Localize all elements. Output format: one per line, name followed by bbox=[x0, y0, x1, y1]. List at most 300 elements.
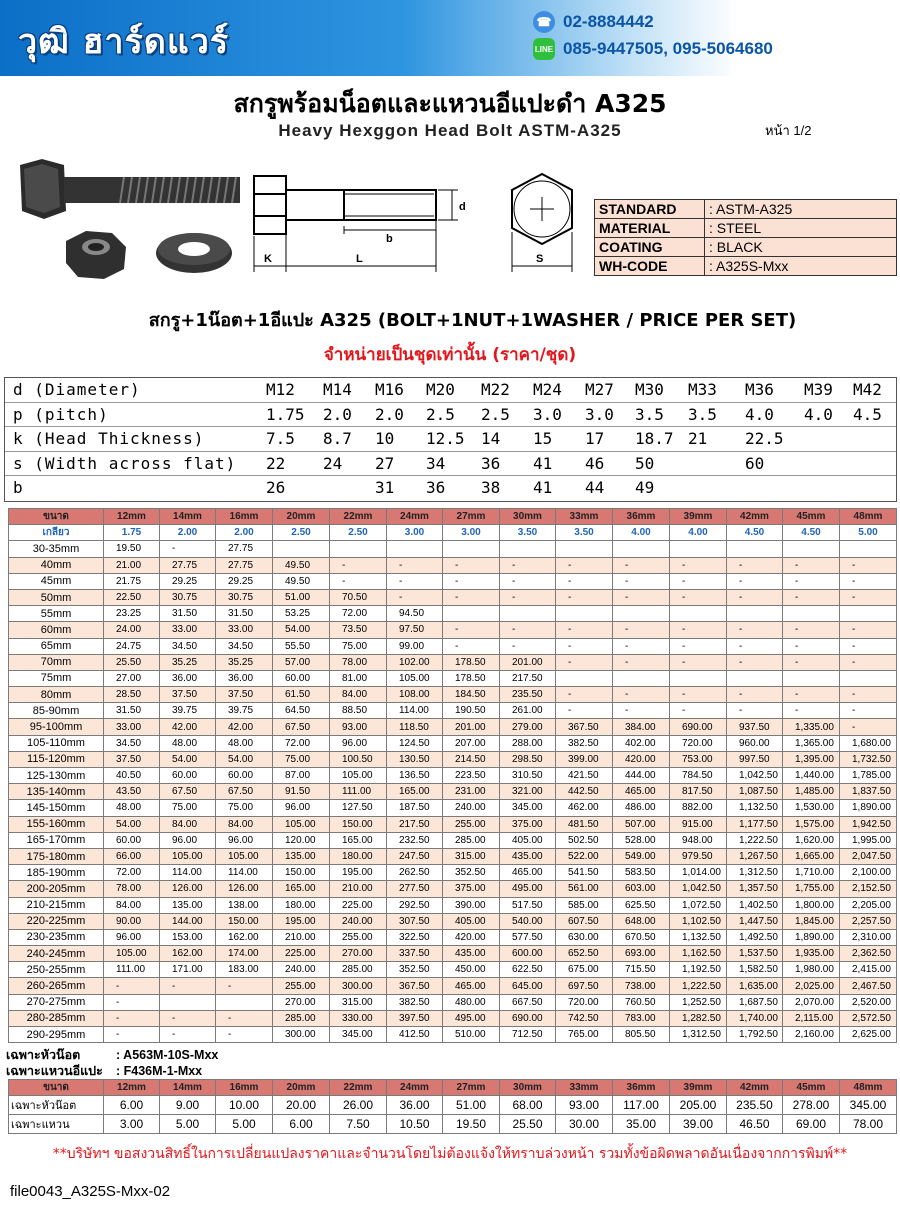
price-cell: 1,755.00 bbox=[783, 881, 840, 897]
price-cell: 39.75 bbox=[160, 703, 216, 719]
price-cell: 49.50 bbox=[273, 557, 330, 573]
spec-key: MATERIAL bbox=[595, 219, 705, 238]
dimension-value: 41 bbox=[533, 453, 553, 473]
price-cell: 75.00 bbox=[330, 638, 387, 654]
dimension-value: 17 bbox=[585, 429, 605, 449]
price-cell: 1,222.50 bbox=[727, 832, 783, 848]
price-cell: 402.00 bbox=[613, 735, 670, 751]
line-contact[interactable] bbox=[533, 38, 773, 60]
price-cell: 54.00 bbox=[104, 816, 160, 832]
price-cell: - bbox=[840, 703, 897, 719]
price-cell: 1,582.50 bbox=[727, 962, 783, 978]
part-code-value: : A563M-10S-Mxx bbox=[116, 1048, 219, 1062]
price-cell: 72.00 bbox=[104, 865, 160, 881]
price-cell: 75.00 bbox=[160, 800, 216, 816]
price-cell bbox=[670, 606, 727, 622]
price-cell: 2,152.50 bbox=[840, 881, 897, 897]
price-cell: 48.00 bbox=[160, 735, 216, 751]
price-cell: 61.50 bbox=[273, 687, 330, 703]
price-cell: 1,792.50 bbox=[727, 1027, 783, 1043]
price-column-header: 48mm bbox=[840, 509, 897, 525]
price-cell: 217.50 bbox=[500, 670, 556, 686]
price-cell: 27.75 bbox=[216, 541, 273, 557]
price-cell: 1,312.50 bbox=[670, 1027, 727, 1043]
price-cell: 421.50 bbox=[556, 768, 613, 784]
dimension-value: 7.5 bbox=[266, 429, 295, 449]
pitch-cell: 3.50 bbox=[500, 525, 556, 541]
price-cell: 178.50 bbox=[443, 670, 500, 686]
dimension-value: 14 bbox=[481, 429, 501, 449]
price-cell: 549.00 bbox=[613, 848, 670, 864]
dimension-value: 2.0 bbox=[375, 404, 404, 424]
price-cell: 1,485.00 bbox=[783, 784, 840, 800]
price-cell: - bbox=[500, 622, 556, 638]
price-cell: 2,025.00 bbox=[783, 978, 840, 994]
dimension-row bbox=[5, 452, 896, 477]
price-cell: - bbox=[670, 589, 727, 605]
nut-washer-price: 10.50 bbox=[387, 1115, 443, 1134]
price-cell: 1,335.00 bbox=[783, 719, 840, 735]
bolt-length: 155-160mm bbox=[9, 816, 104, 832]
price-cell: 420.00 bbox=[613, 751, 670, 767]
dimension-value: 44 bbox=[585, 478, 605, 498]
price-cell: 315.00 bbox=[443, 848, 500, 864]
bolt-length: 250-255mm bbox=[9, 962, 104, 978]
price-cell: 367.50 bbox=[387, 978, 443, 994]
pitch-cell: 4.50 bbox=[783, 525, 840, 541]
part-code-label: เฉพาะหัวน๊อต bbox=[6, 1048, 81, 1062]
price-cell: 277.50 bbox=[387, 881, 443, 897]
price-cell bbox=[556, 606, 613, 622]
price-cell: 382.50 bbox=[387, 994, 443, 1010]
price-cell: 753.00 bbox=[670, 751, 727, 767]
price-cell bbox=[443, 606, 500, 622]
price-cell: 120.00 bbox=[273, 832, 330, 848]
dimension-value: M12 bbox=[266, 380, 295, 399]
pitch-cell: 1.75 bbox=[104, 525, 160, 541]
dimension-label: p (pitch) bbox=[13, 404, 109, 424]
nut-washer-price: 25.50 bbox=[500, 1115, 556, 1134]
price-cell: 292.50 bbox=[387, 897, 443, 913]
price-cell: 29.25 bbox=[216, 573, 273, 589]
price-cell: 231.00 bbox=[443, 784, 500, 800]
price-cell: 450.00 bbox=[443, 962, 500, 978]
line-app-icon: LINE bbox=[533, 38, 555, 60]
price-cell: 240.00 bbox=[443, 800, 500, 816]
nut-washer-column-header: 36mm bbox=[613, 1080, 670, 1096]
pitch-cell: 2.50 bbox=[330, 525, 387, 541]
price-cell bbox=[556, 541, 613, 557]
dimension-table bbox=[4, 377, 897, 502]
price-cell: 40.50 bbox=[104, 768, 160, 784]
price-cell: 54.00 bbox=[273, 622, 330, 638]
price-cell: 442.50 bbox=[556, 784, 613, 800]
price-cell: 174.00 bbox=[216, 946, 273, 962]
sold-as-set-note: จำหน่ายเป็นชุดเท่านั้น (ราคา/ชุด) bbox=[323, 345, 577, 365]
price-cell: - bbox=[160, 1027, 216, 1043]
price-cell: 54.00 bbox=[160, 751, 216, 767]
price-cell: 225.00 bbox=[330, 897, 387, 913]
price-cell: 43.50 bbox=[104, 784, 160, 800]
spec-value: : A325S-Mxx bbox=[705, 257, 897, 276]
price-cell: 72.00 bbox=[330, 606, 387, 622]
price-cell: 270.00 bbox=[330, 946, 387, 962]
price-cell: 522.00 bbox=[556, 848, 613, 864]
price-cell: - bbox=[387, 557, 443, 573]
price-cell: 135.00 bbox=[273, 848, 330, 864]
price-cell: 540.00 bbox=[500, 913, 556, 929]
price-cell: - bbox=[104, 994, 160, 1010]
price-cell: - bbox=[727, 703, 783, 719]
part-code-row bbox=[6, 1063, 218, 1079]
price-cell: 738.00 bbox=[613, 978, 670, 994]
dimension-value: 8.7 bbox=[323, 429, 352, 449]
price-cell: - bbox=[670, 557, 727, 573]
price-cell: - bbox=[613, 573, 670, 589]
price-row bbox=[9, 994, 897, 1010]
nut-washer-price: 30.00 bbox=[556, 1115, 613, 1134]
nut-washer-column-header: 33mm bbox=[556, 1080, 613, 1096]
dim-label-b: b bbox=[386, 233, 393, 245]
price-column-header: 30mm bbox=[500, 509, 556, 525]
price-cell: 51.00 bbox=[273, 589, 330, 605]
nut-washer-price: 51.00 bbox=[443, 1096, 500, 1115]
dimension-value: 2.5 bbox=[481, 404, 510, 424]
pitch-cell: 2.00 bbox=[160, 525, 216, 541]
price-cell: 195.00 bbox=[273, 913, 330, 929]
price-cell: 345.00 bbox=[330, 1027, 387, 1043]
price-cell: 375.00 bbox=[500, 816, 556, 832]
price-cell: 150.00 bbox=[330, 816, 387, 832]
price-cell: 517.50 bbox=[500, 897, 556, 913]
price-cell: 2,362.50 bbox=[840, 946, 897, 962]
nut-washer-price: 6.00 bbox=[104, 1096, 160, 1115]
price-cell: - bbox=[670, 573, 727, 589]
phone-number: 02-8884442 bbox=[563, 12, 654, 31]
price-row bbox=[9, 832, 897, 848]
bolt-length: 95-100mm bbox=[9, 719, 104, 735]
price-cell: 262.50 bbox=[387, 865, 443, 881]
price-cell: 1,365.00 bbox=[783, 735, 840, 751]
price-row bbox=[9, 557, 897, 573]
price-cell: 541.50 bbox=[556, 865, 613, 881]
nut-washer-price: 5.00 bbox=[160, 1115, 216, 1134]
price-cell: - bbox=[216, 1010, 273, 1026]
price-cell: 165.00 bbox=[387, 784, 443, 800]
nut-washer-column-header: 22mm bbox=[330, 1080, 387, 1096]
nut-washer-label: เฉพาะแหวน bbox=[9, 1115, 104, 1134]
price-cell: 285.00 bbox=[330, 962, 387, 978]
price-cell bbox=[727, 670, 783, 686]
price-cell: 382.50 bbox=[556, 735, 613, 751]
dimension-value: 3.0 bbox=[585, 404, 614, 424]
price-cell: 1,072.50 bbox=[670, 897, 727, 913]
dimension-value: 27 bbox=[375, 453, 395, 473]
price-cell: 510.00 bbox=[443, 1027, 500, 1043]
price-cell: 105.00 bbox=[104, 946, 160, 962]
price-cell: 270.00 bbox=[273, 994, 330, 1010]
price-cell: - bbox=[783, 687, 840, 703]
price-cell: 49.50 bbox=[273, 573, 330, 589]
price-cell: - bbox=[727, 589, 783, 605]
nut-washer-column-header: 20mm bbox=[273, 1080, 330, 1096]
price-cell: 33.00 bbox=[216, 622, 273, 638]
price-column-header: 12mm bbox=[104, 509, 160, 525]
price-cell: 495.00 bbox=[443, 1010, 500, 1026]
price-cell: 481.50 bbox=[556, 816, 613, 832]
price-cell: 124.50 bbox=[387, 735, 443, 751]
price-cell: 1,312.50 bbox=[727, 865, 783, 881]
price-cell: - bbox=[330, 557, 387, 573]
price-cell bbox=[613, 606, 670, 622]
nut-washer-price: 345.00 bbox=[840, 1096, 897, 1115]
dimension-value: M22 bbox=[481, 380, 510, 399]
bolt-length: 145-150mm bbox=[9, 800, 104, 816]
price-row bbox=[9, 1027, 897, 1043]
price-cell: 150.00 bbox=[216, 913, 273, 929]
price-cell: 805.50 bbox=[613, 1027, 670, 1043]
dimension-value: 18.7 bbox=[635, 429, 674, 449]
dimension-value: M20 bbox=[426, 380, 455, 399]
price-cell: - bbox=[727, 573, 783, 589]
price-cell: 114.00 bbox=[160, 865, 216, 881]
price-cell bbox=[387, 541, 443, 557]
washer-photo-icon bbox=[156, 233, 232, 273]
price-cell: 585.00 bbox=[556, 897, 613, 913]
dim-label-s: S bbox=[536, 253, 544, 265]
price-cell: - bbox=[613, 638, 670, 654]
price-cell: 60.00 bbox=[216, 768, 273, 784]
bolt-length: 115-120mm bbox=[9, 751, 104, 767]
price-cell: 34.50 bbox=[216, 638, 273, 654]
price-cell: 784.50 bbox=[670, 768, 727, 784]
price-cell bbox=[500, 541, 556, 557]
price-cell: 288.00 bbox=[500, 735, 556, 751]
price-cell: 285.00 bbox=[443, 832, 500, 848]
price-cell: 390.00 bbox=[443, 897, 500, 913]
bolt-dimension-drawing bbox=[244, 168, 479, 280]
dimension-label: d (Diameter) bbox=[13, 380, 141, 399]
price-cell: - bbox=[840, 573, 897, 589]
price-cell: 84.00 bbox=[216, 816, 273, 832]
price-cell: 1,785.00 bbox=[840, 768, 897, 784]
price-cell: 1,845.00 bbox=[783, 913, 840, 929]
part-code-row bbox=[6, 1047, 218, 1063]
price-cell: 645.00 bbox=[500, 978, 556, 994]
price-cell: - bbox=[443, 622, 500, 638]
price-cell: 412.50 bbox=[387, 1027, 443, 1043]
price-cell: 54.00 bbox=[216, 751, 273, 767]
nut-washer-column-header: 16mm bbox=[216, 1080, 273, 1096]
price-cell: 652.50 bbox=[556, 946, 613, 962]
phone-contact[interactable] bbox=[533, 11, 654, 33]
price-cell: 102.00 bbox=[387, 654, 443, 670]
price-cell: 126.00 bbox=[160, 881, 216, 897]
bolt-length: 40mm bbox=[9, 557, 104, 573]
price-cell: 625.50 bbox=[613, 897, 670, 913]
bolt-length: 200-205mm bbox=[9, 881, 104, 897]
bolt-photo-illustration bbox=[14, 155, 246, 285]
price-cell: 1,537.50 bbox=[727, 946, 783, 962]
page-number: หน้า 1/2 bbox=[765, 123, 812, 138]
price-cell: 39.75 bbox=[216, 703, 273, 719]
price-cell: 81.00 bbox=[330, 670, 387, 686]
price-cell bbox=[783, 541, 840, 557]
price-cell: 90.00 bbox=[104, 913, 160, 929]
price-cell: 35.25 bbox=[216, 654, 273, 670]
price-column-header: ขนาด bbox=[9, 509, 104, 525]
dimension-row bbox=[5, 427, 896, 452]
price-row bbox=[9, 978, 897, 994]
price-cell: - bbox=[556, 622, 613, 638]
price-cell: 72.00 bbox=[273, 735, 330, 751]
price-cell: 21.00 bbox=[104, 557, 160, 573]
bolt-photo-icon bbox=[20, 159, 240, 219]
nut-washer-price: 205.00 bbox=[670, 1096, 727, 1115]
price-cell: 108.00 bbox=[387, 687, 443, 703]
dimension-value: 4.5 bbox=[853, 404, 882, 424]
price-cell: 75.00 bbox=[273, 751, 330, 767]
price-cell: 187.50 bbox=[387, 800, 443, 816]
price-cell: 367.50 bbox=[556, 719, 613, 735]
price-cell: - bbox=[783, 638, 840, 654]
dimension-value: 22 bbox=[266, 453, 286, 473]
dim-label-k: K bbox=[264, 253, 272, 265]
price-cell: - bbox=[783, 654, 840, 670]
price-cell: 36.00 bbox=[160, 670, 216, 686]
pitch-cell: 3.00 bbox=[443, 525, 500, 541]
price-cell: 465.00 bbox=[613, 784, 670, 800]
dimension-value: 10 bbox=[375, 429, 395, 449]
price-cell: 960.00 bbox=[727, 735, 783, 751]
price-cell: 37.50 bbox=[160, 687, 216, 703]
price-cell: - bbox=[783, 589, 840, 605]
price-cell: 57.00 bbox=[273, 654, 330, 670]
bolt-length: 260-265mm bbox=[9, 978, 104, 994]
price-cell bbox=[500, 606, 556, 622]
bolt-length: 80mm bbox=[9, 687, 104, 703]
price-cell: 979.50 bbox=[670, 848, 727, 864]
bolt-length: 270-275mm bbox=[9, 994, 104, 1010]
price-cell: - bbox=[670, 703, 727, 719]
price-cell: 180.00 bbox=[330, 848, 387, 864]
hex-head-drawing bbox=[500, 168, 585, 280]
price-cell: 34.50 bbox=[160, 638, 216, 654]
spec-key: STANDARD bbox=[595, 200, 705, 219]
part-code-label: เฉพาะแหวนอีแปะ bbox=[6, 1064, 103, 1078]
price-column-header: 39mm bbox=[670, 509, 727, 525]
nut-washer-column-header: 45mm bbox=[783, 1080, 840, 1096]
price-cell: 1,192.50 bbox=[670, 962, 727, 978]
nut-washer-price: 46.50 bbox=[727, 1115, 783, 1134]
price-cell: 180.00 bbox=[273, 897, 330, 913]
price-cell: - bbox=[556, 654, 613, 670]
nut-washer-row bbox=[9, 1096, 897, 1115]
nut-washer-column-header: 48mm bbox=[840, 1080, 897, 1096]
price-cell: 1,635.00 bbox=[727, 978, 783, 994]
price-cell bbox=[216, 994, 273, 1010]
price-column-header: 24mm bbox=[387, 509, 443, 525]
price-row bbox=[9, 881, 897, 897]
price-cell: 127.50 bbox=[330, 800, 387, 816]
pitch-cell: 3.00 bbox=[387, 525, 443, 541]
nut-washer-price: 3.00 bbox=[104, 1115, 160, 1134]
price-cell: - bbox=[104, 1027, 160, 1043]
nut-washer-column-header: 42mm bbox=[727, 1080, 783, 1096]
price-cell: 165.00 bbox=[273, 881, 330, 897]
price-cell bbox=[160, 994, 216, 1010]
price-cell: 420.00 bbox=[443, 929, 500, 945]
price-cell bbox=[727, 606, 783, 622]
price-cell: 28.50 bbox=[104, 687, 160, 703]
price-cell: 138.00 bbox=[216, 897, 273, 913]
price-cell: 165.00 bbox=[330, 832, 387, 848]
price-cell: - bbox=[443, 638, 500, 654]
price-column-header: 20mm bbox=[273, 509, 330, 525]
dimension-value: 2.0 bbox=[323, 404, 352, 424]
price-cell: 1,282.50 bbox=[670, 1010, 727, 1026]
spec-table bbox=[594, 199, 897, 276]
price-column-header: 16mm bbox=[216, 509, 273, 525]
bolt-length: 105-110mm bbox=[9, 735, 104, 751]
nut-washer-price: 20.00 bbox=[273, 1096, 330, 1115]
price-cell bbox=[443, 541, 500, 557]
price-cell: 462.00 bbox=[556, 800, 613, 816]
price-cell: 465.00 bbox=[443, 978, 500, 994]
nut-washer-price-table bbox=[8, 1079, 897, 1134]
price-cell: 337.50 bbox=[387, 946, 443, 962]
price-cell: 1,575.00 bbox=[783, 816, 840, 832]
dimension-row bbox=[5, 378, 896, 403]
dimension-label: b bbox=[13, 478, 24, 498]
price-cell: 1,837.50 bbox=[840, 784, 897, 800]
price-cell: 1,102.50 bbox=[670, 913, 727, 929]
nut-washer-price: 5.00 bbox=[216, 1115, 273, 1134]
nut-washer-column-header: 24mm bbox=[387, 1080, 443, 1096]
price-cell: 78.00 bbox=[330, 654, 387, 670]
price-row bbox=[9, 606, 897, 622]
dimension-value: 36 bbox=[426, 478, 446, 498]
price-cell: 1,687.50 bbox=[727, 994, 783, 1010]
price-cell: - bbox=[160, 541, 216, 557]
price-cell: 502.50 bbox=[556, 832, 613, 848]
price-cell: 948.00 bbox=[670, 832, 727, 848]
price-row bbox=[9, 962, 897, 978]
price-cell: - bbox=[840, 589, 897, 605]
price-cell: 2,257.50 bbox=[840, 913, 897, 929]
header-banner bbox=[0, 0, 900, 76]
dimension-label: s (Width across flat) bbox=[13, 453, 237, 473]
price-cell: 1,132.50 bbox=[727, 800, 783, 816]
price-cell: 2,070.00 bbox=[783, 994, 840, 1010]
price-cell: 507.00 bbox=[613, 816, 670, 832]
price-cell: 2,205.00 bbox=[840, 897, 897, 913]
brand-logo: วุฒิ ฮาร์ดแวร์ bbox=[18, 22, 230, 62]
price-cell: 583.50 bbox=[613, 865, 670, 881]
price-cell: - bbox=[443, 557, 500, 573]
price-row bbox=[9, 751, 897, 767]
price-cell: 105.00 bbox=[330, 768, 387, 784]
price-cell: 33.00 bbox=[160, 622, 216, 638]
nut-washer-price: 10.00 bbox=[216, 1096, 273, 1115]
dimension-value: M36 bbox=[745, 380, 774, 399]
price-cell: 2,160.00 bbox=[783, 1027, 840, 1043]
price-cell: 210.00 bbox=[330, 881, 387, 897]
dimension-value: 41 bbox=[533, 478, 553, 498]
price-cell: 93.00 bbox=[330, 719, 387, 735]
price-row bbox=[9, 622, 897, 638]
price-cell: 675.00 bbox=[556, 962, 613, 978]
